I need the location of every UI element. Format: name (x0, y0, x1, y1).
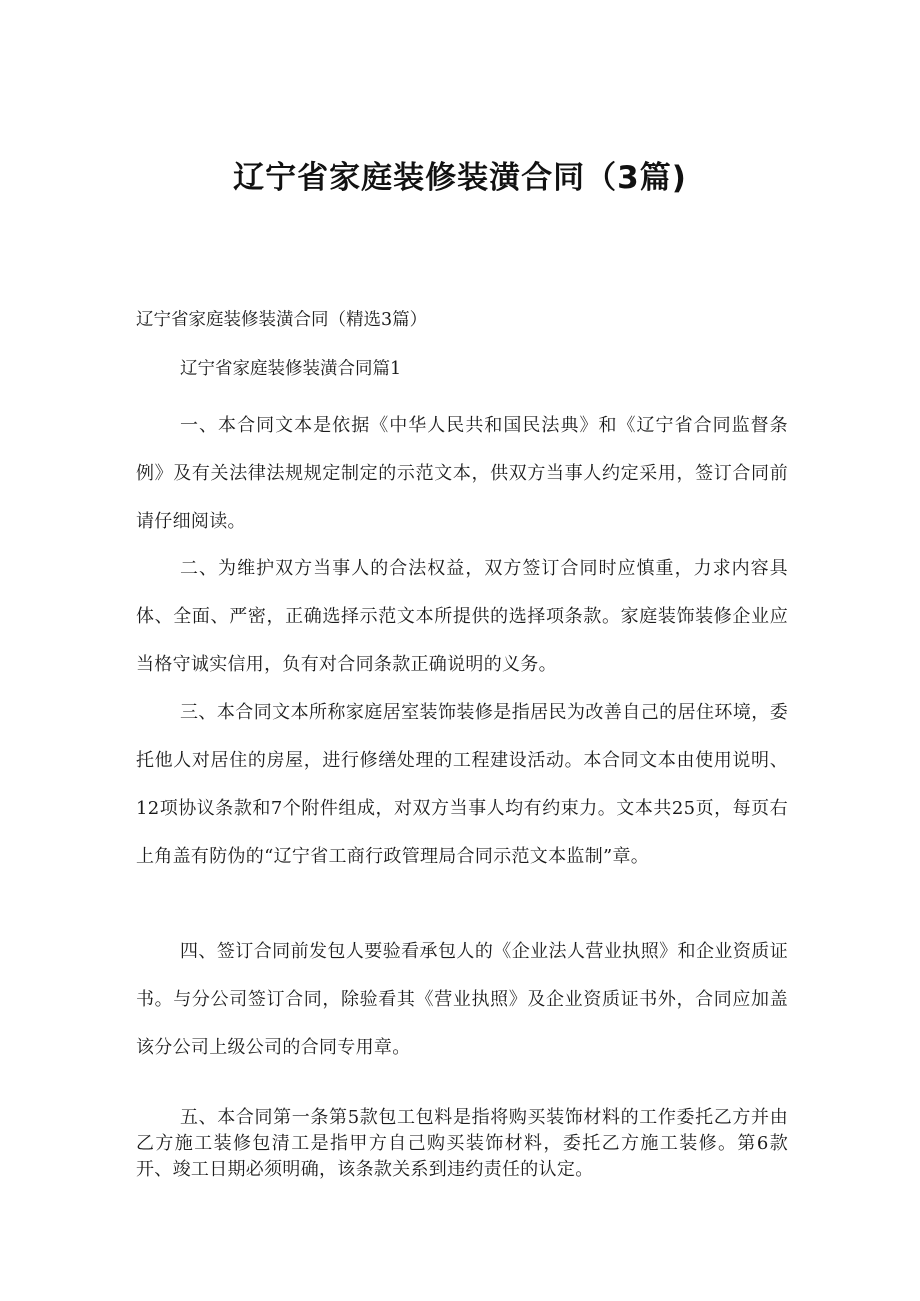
document-subtitle: 辽宁省家庭装修装潢合同（精选3篇） (136, 310, 428, 330)
paragraph-4: 四、签订合同前发包人要验看承包人的《企业法人营业执照》和企业资质证书。与分公司签订合同，除验看其《营业执照》及企业资质证书外，合同应加盖该分公司上级公司的合同专用章。 (136, 941, 788, 1058)
paragraph-1: 一、本合同文本是依据《中华人民共和国民法典》和《辽宁省合同监督条例》及有关法律法规规定制定的示范文本，供双方当事人约定采用，签订合同前请仔细阅读。 (136, 415, 788, 532)
document-title: 辽宁省家庭装修装潢合同（3篇) (233, 160, 687, 196)
paragraph-3: 三、本合同文本所称家庭居室装饰装修是指居民为改善自己的居住环境，委托他人对居住的房屋，进行修缮处理的工程建设活动。本合同文本由使用说明、12项协议条款和7个附件组成，对双方当事人均有约束力。文本共25页，每页右上角盖有防伪的“辽宁省工商行政管理局合同示范文本监制”章。 (136, 702, 788, 867)
section-heading: 辽宁省家庭装修装潢合同篇1 (180, 359, 402, 379)
paragraph-2: 二、为维护双方当事人的合法权益，双方签订合同时应慎重，力求内容具体、全面、严密，正确选择示范文本所提供的选择项条款。家庭装饰装修企业应当格守诚实信用，负有对合同条款正确说明的义务。 (136, 558, 788, 675)
paragraph-5: 五、本合同第一条第5款包工包料是指将购买装饰材料的工作委托乙方并由乙方施工装修包清工是指甲方自己购买装饰材料，委托乙方施工装修。第6款开、竣工日期必须明确，该条款关系到违约责任的认定。 (136, 1107, 788, 1180)
